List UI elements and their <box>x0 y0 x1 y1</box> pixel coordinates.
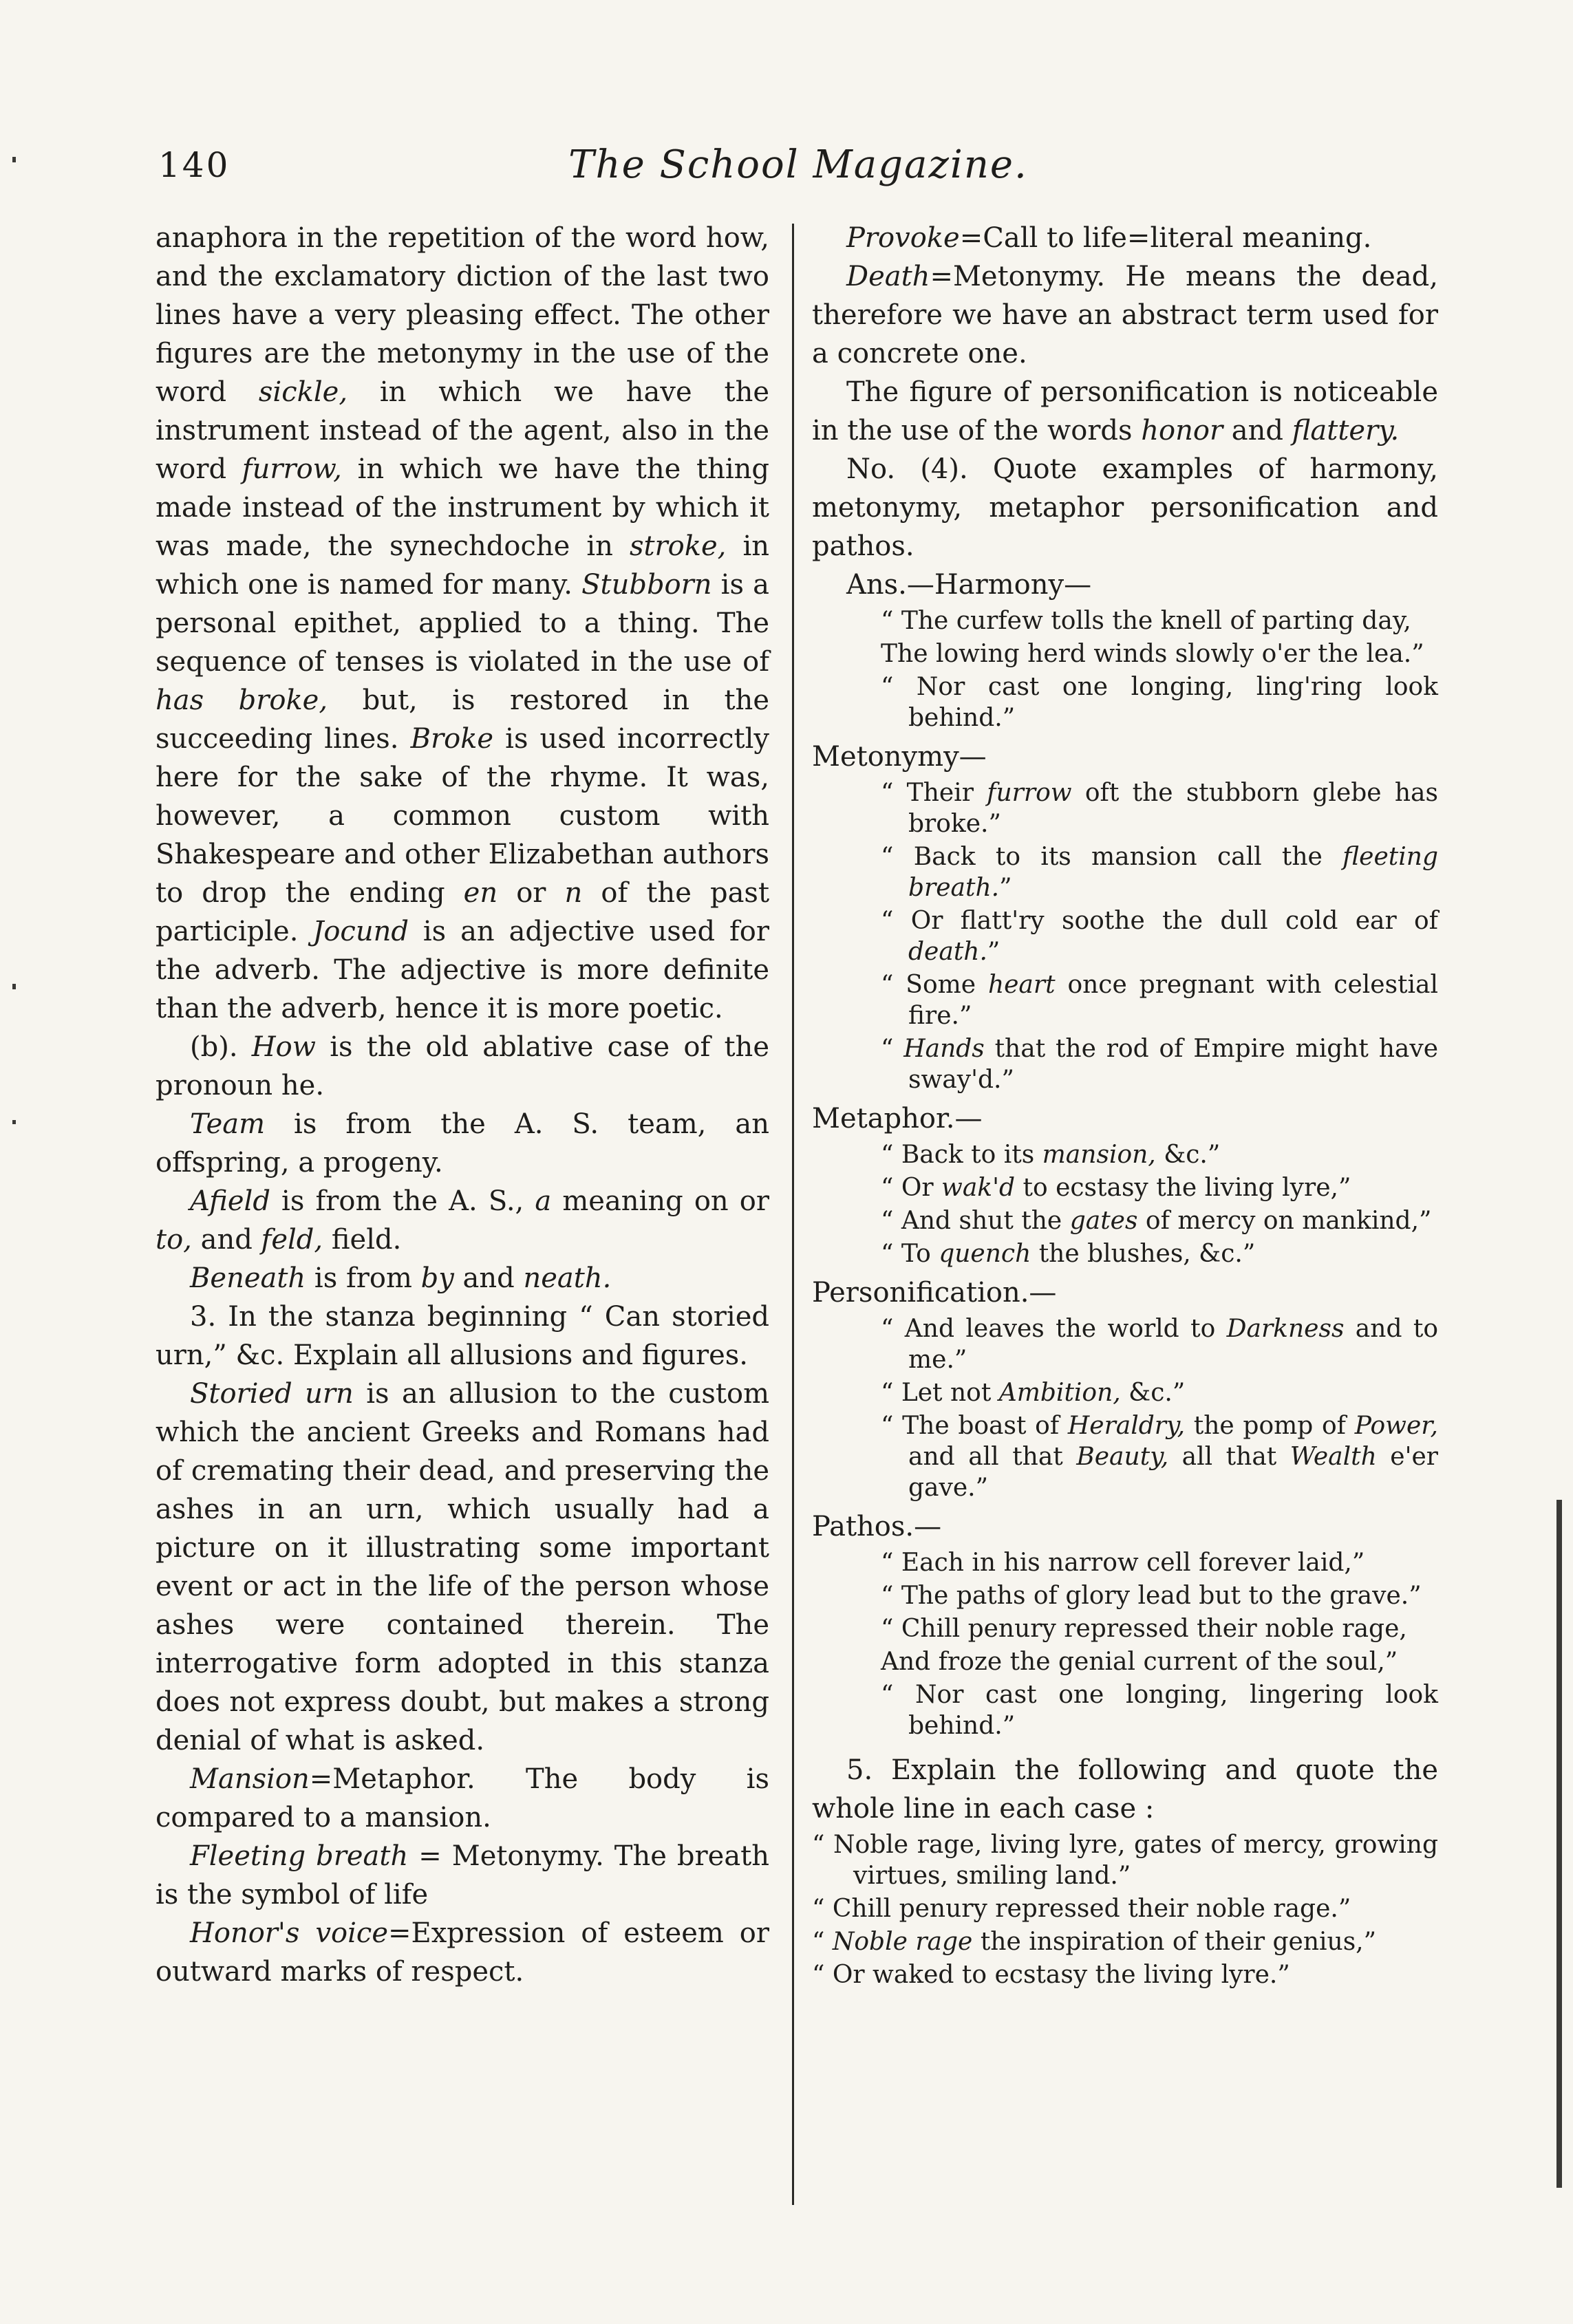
metonymy-heading: Metonymy— <box>812 741 987 773</box>
scan-edge-mark <box>12 157 16 162</box>
quote-line: “ Noble rage, living lyre, gates of mercy, growing virtues, smiling land.” <box>812 1831 1438 1890</box>
paragraph-beneath: Beneath is from by and neath. <box>190 1262 612 1294</box>
page-header <box>158 138 1438 193</box>
question-5-lines <box>812 1829 1438 1990</box>
question-3: 3. In the stanza beginning “ Can storied urn,” &c. Explain all allusions and figures. <box>156 1301 769 1371</box>
quote-line: “ The paths of glory lead but to the grave.” <box>881 1582 1422 1610</box>
quote-line: “ Chill penury repressed their noble rage.” <box>812 1895 1351 1923</box>
scan-edge-mark <box>12 984 16 989</box>
quote-line: “ Chill penury repressed their noble rage, <box>881 1615 1407 1643</box>
page-number: 140 <box>158 145 231 185</box>
quote-line: “ Hands that the rod of Empire might have sway'd.” <box>881 1035 1438 1094</box>
answer-harmony-heading: Ans.—Harmony— <box>846 569 1092 601</box>
personification-heading: Personification.— <box>812 1277 1057 1309</box>
paragraph-honors-voice: Honor's voice=Expression of esteem or outward marks of respect. <box>156 1917 769 1988</box>
paragraph-afield: Afield is from the A. S., a meaning on or to, and feld, field. <box>156 1185 770 1256</box>
metaphor-heading: Metaphor.— <box>812 1103 983 1134</box>
quote-line: “ And leaves the world to Darkness and to me.” <box>881 1315 1438 1374</box>
quote-line: “ Or wak'd to ecstasy the living lyre,” <box>881 1174 1351 1202</box>
quote-line: “ The curfew tolls the knell of parting day, <box>881 607 1411 635</box>
quote-line: “ Each in his narrow cell forever laid,” <box>881 1549 1365 1577</box>
pathos-heading: Pathos.— <box>812 1511 942 1542</box>
right-column <box>812 219 1438 1992</box>
paragraph-how: (b). How is the old ablative case of the pronoun he. <box>156 1031 769 1101</box>
quote-line: “ Let not Ambition, &c.” <box>881 1379 1186 1407</box>
paragraph-mansion: Mansion=Metaphor. The body is compared to a mansion. <box>156 1763 769 1833</box>
quote-line: “ Their furrow oft the stubborn glebe has broke.” <box>881 779 1438 838</box>
paragraph-death: Death=Metonymy. He means the dead, therefore we have an abstract term used for a concrete one. <box>812 261 1438 369</box>
paragraph-figures: anaphora in the repetition of the word how, and the exclamatory diction of the last two lines have a very pleasing effect. The other figures are the metonymy in the use of the word sickle, in which we have the instrument instead of the agent, also in the word furrow, in which we have the thing made instead of the instrument by which it was made, the synechdoche in stroke, in which one is named for many. Stubborn is a personal epithet, applied to a thing. The sequence of tenses is violated in the use of has broke, but, is restored in the succeeding lines. Broke is used incorrectly here for the sake of the rhyme. It was, however, a common custom with Shakespeare and other Elizabethan authors to drop the ending en or n of the past participle. Jocund is an adjective used for the adverb. The adjective is more definite than the adverb, hence it is more poetic. <box>156 222 770 1024</box>
quote-line: The lowing herd winds slowly o'er the lea.” <box>881 640 1424 668</box>
quote-line: “ Nor cast one longing, ling'ring look behind.” <box>881 673 1438 732</box>
running-title: The School Magazine. <box>568 142 1028 187</box>
quote-line: “ To quench the blushes, &c.” <box>881 1240 1256 1268</box>
quote-line: “ Back to its mansion call the fleeting breath.” <box>881 843 1438 902</box>
quote-line: And froze the genial current of the soul,” <box>881 1648 1398 1676</box>
paragraph-provoke: Provoke=Call to life=literal meaning. <box>846 222 1372 254</box>
paragraph-storied-urn: Storied urn is an allusion to the custom which the ancient Greeks and Romans had of cremating their dead, and preserving the ashes in an urn, which usually had a picture on it illustrating some important event or act in the life of the person whose ashes were contained therein. The interrogative form adopted in this stanza does not express doubt, but makes a strong denial of what is asked. <box>156 1378 769 1756</box>
quote-line: “ Or flatt'ry soothe the dull cold ear of death.” <box>881 907 1438 966</box>
scan-edge-mark <box>12 1120 16 1124</box>
paragraph-personification: The figure of personification is noticeable in the use of the words honor and flattery. <box>812 376 1438 446</box>
paragraph-fleeting-breath: Fleeting breath = Metonymy. The breath is the symbol of life <box>156 1840 770 1911</box>
left-column <box>156 219 769 1991</box>
question-5: 5. Explain the following and quote the whole line in each case : <box>812 1754 1438 1825</box>
question-4: No. (4). Quote examples of harmony, metonymy, metaphor personification and pathos. <box>812 453 1438 562</box>
quote-line: “ Some heart once pregnant with celestial fire.” <box>881 971 1438 1030</box>
quote-line: “ Noble rage the inspiration of their genius,” <box>812 1928 1377 1956</box>
paragraph-team: Team is from the A. S. team, an offspring, a progeny. <box>156 1108 769 1179</box>
scan-edge-mark <box>1556 1500 1562 2188</box>
quote-line: “ And shut the gates of mercy on mankind,” <box>881 1207 1432 1235</box>
column-divider <box>792 224 794 2205</box>
quote-line: “ Nor cast one longing, lingering look behind.” <box>881 1681 1438 1740</box>
quote-line: “ Back to its mansion, &c.” <box>881 1141 1221 1169</box>
quote-line: “ The boast of Heraldry, the pomp of Power, and all that Beauty, all that Wealth e'er gave.” <box>881 1412 1438 1502</box>
quote-line: “ Or waked to ecstasy the living lyre.” <box>812 1961 1290 1989</box>
